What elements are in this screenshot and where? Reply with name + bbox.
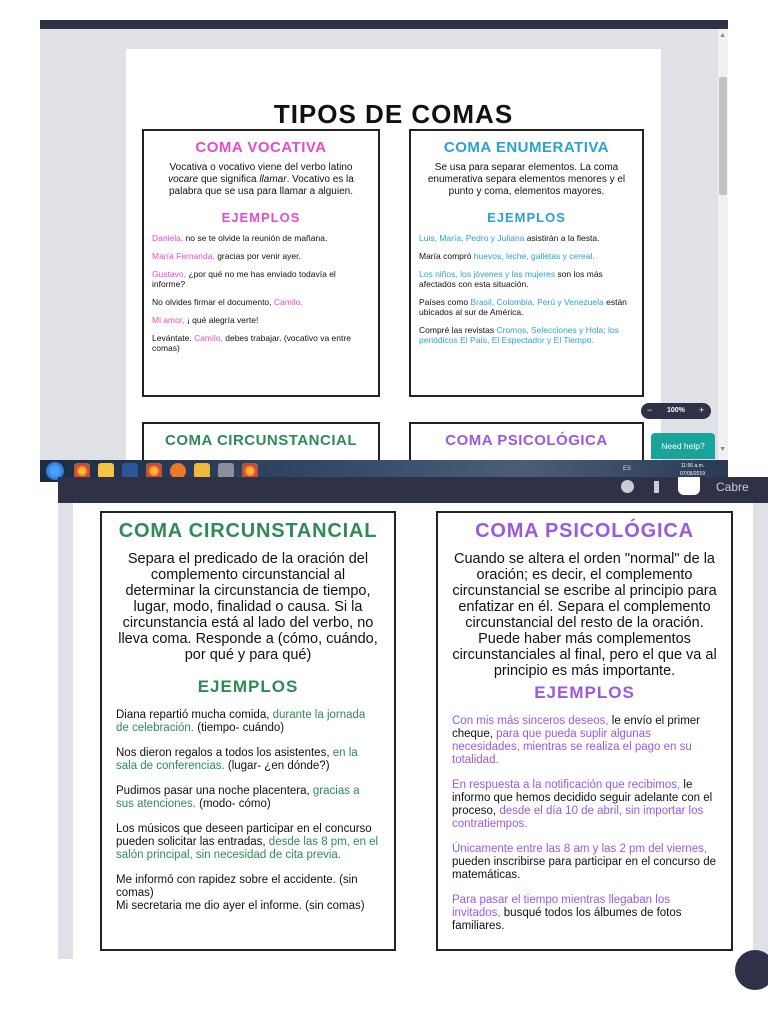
example-item: Nos dieron regalos a todos los asistentes, en la sala de conferencias. (lugar- ¿en dónde?) bbox=[116, 747, 358, 772]
card-heading: COMA VOCATIVA bbox=[195, 139, 327, 156]
example-item: Me informó con rapidez sobre el accidente. (sin comas) Mi secretaria me dio ayer el informe. (sin comas) bbox=[116, 874, 365, 912]
language-indicator[interactable]: ES bbox=[623, 466, 632, 472]
example-item: María compró huevos, leche, galletas y cereal. bbox=[419, 251, 595, 261]
examples-heading: EJEMPLOS bbox=[487, 210, 566, 225]
example-item: Compré las revistas Cromos, Selecciones y Hola; los periódicos El País, El Espectador y El Tiempo. bbox=[419, 325, 619, 345]
bottom-header-bar bbox=[58, 477, 768, 503]
page-title: TIPOS DE COMAS bbox=[273, 99, 514, 129]
example-item: María Fernanda, gracias por venir ayer. bbox=[152, 251, 301, 261]
coma-psicologica-card bbox=[436, 511, 733, 951]
zoom-level: 100% bbox=[667, 407, 685, 414]
scroll-down-icon[interactable]: ▼ bbox=[719, 446, 726, 453]
zoom-control bbox=[641, 403, 711, 419]
app-badge-icon[interactable] bbox=[678, 477, 700, 495]
clock[interactable] bbox=[680, 462, 705, 478]
coma-vocativa-card bbox=[142, 129, 380, 397]
card-definition: Separa el predicado de la oración del complemento circunstancial al determinar la circunstancia de tiempo, lugar, modo, finalidad o causa. Si la circunstancia está al lado del verbo, no lleva coma. Responde a (cómo, cuándo, por qué y para qué) bbox=[118, 551, 378, 663]
example-item: Mi amor, ¡ qué alegría verte! bbox=[152, 315, 259, 325]
clock-date: 07/05/2019 bbox=[680, 471, 706, 477]
example-item: Países como Brasil, Colombia, Perú y Venezuela están ubicados al sur de América. bbox=[419, 297, 627, 317]
scroll-up-icon[interactable]: ▲ bbox=[719, 32, 726, 39]
examples-heading: EJEMPLOS bbox=[221, 210, 301, 225]
clock-time: 11:56 a.m. bbox=[680, 463, 705, 469]
card-heading: COMA PSICOLÓGICA bbox=[475, 520, 694, 542]
zoom-in-button[interactable]: + bbox=[699, 405, 705, 415]
top-screenshot bbox=[40, 20, 728, 482]
example-item: Los músicos que deseen participar en el concurso pueden solicitar las entradas, desde las 8 pm, en el salón principal, sin necesidad de cita previa. bbox=[116, 823, 379, 861]
document-page bbox=[73, 503, 753, 959]
card-heading: COMA CIRCUNSTANCIAL bbox=[118, 520, 378, 542]
need-help-button[interactable]: Need help? bbox=[651, 433, 715, 459]
example-item: Levántate. Camilo, debes trabajar. (vocativo va entre comas) bbox=[152, 333, 351, 353]
examples-heading: EJEMPLOS bbox=[534, 683, 635, 702]
card-definition: Cuando se altera el orden "normal" de la oración; es decir, el complemento circunstancial se escribe al principio para enfatizar en él. Separa el complemento circunstancial del resto de la oración. Puede haber más complementos circunstanciales al final, pero el que va al principio es más importante. bbox=[452, 551, 717, 679]
coma-enumerativa-card bbox=[409, 129, 644, 397]
coma-circunstancial-card bbox=[100, 511, 396, 951]
bottom-screenshot bbox=[58, 477, 768, 959]
example-item: Diana repartió mucha comida, durante la jornada de celebración. (tiempo- cuándo) bbox=[116, 709, 366, 734]
card-heading: COMA ENUMERATIVA bbox=[443, 139, 610, 156]
info-icon[interactable] bbox=[654, 481, 659, 493]
card-definition: Vocativa o vocativo viene del verbo latino vocare que significa llamar. Vocativo es la palabra que se usa para llamar a alguien. bbox=[168, 162, 354, 197]
example-item: Con mis más sinceros deseos, le envío el primer cheque, para que pueda suplir algunas necesidades, mientras se realiza el pago en su totalidad. bbox=[452, 715, 700, 766]
example-item: Los niños, los jóvenes y las mujeres son los más afectados con esta situación. bbox=[419, 269, 603, 289]
example-item: Luis, María, Pedro y Juliana asistirán a la fiesta. bbox=[419, 233, 600, 243]
card-definition: Se usa para separar elementos. La coma enumerativa separa elementos menores y el punto y coma, elementos mayores. bbox=[427, 162, 626, 197]
example-item: Gustavo, ¿por qué no me has enviado todavía el informe? bbox=[152, 269, 336, 289]
vertical-scrollbar[interactable] bbox=[718, 29, 728, 460]
zoom-out-button[interactable]: − bbox=[647, 405, 653, 415]
examples-heading: EJEMPLOS bbox=[197, 677, 299, 696]
scrollbar-thumb[interactable] bbox=[719, 77, 727, 195]
chat-bubble-icon[interactable] bbox=[735, 950, 768, 990]
example-item: Daniela, no se te olvide la reunión de mañana. bbox=[152, 233, 328, 243]
document-page bbox=[126, 49, 661, 460]
example-item: En respuesta a la notificación que recibimos, le informo que hemos decidido seguir adelante con el proceso, desde el día 10 de abril, sin importar los contratiempos. bbox=[452, 779, 713, 830]
example-item: No olvides firmar el documento, Camilo. bbox=[152, 297, 303, 307]
example-item: Únicamente entre las 8 am y las 2 pm del viernes, pueden inscribirse para participar en el concurso de matemáticas. bbox=[452, 843, 717, 881]
top-header-bar bbox=[40, 20, 728, 29]
card-heading: COMA PSICOLÓGICA bbox=[445, 432, 608, 449]
card-heading: COMA CIRCUNSTANCIAL bbox=[165, 432, 357, 449]
user-name[interactable]: Cabre bbox=[716, 480, 749, 494]
example-item: Pudimos pasar una noche placentera, gracias a sus atenciones. (modo- cómo) bbox=[116, 785, 360, 810]
settings-icon[interactable] bbox=[621, 480, 634, 493]
example-item: Para pasar el tiempo mientras llegaban los invitados, busqué todos los álbumes de fotos familiares. bbox=[452, 894, 682, 932]
